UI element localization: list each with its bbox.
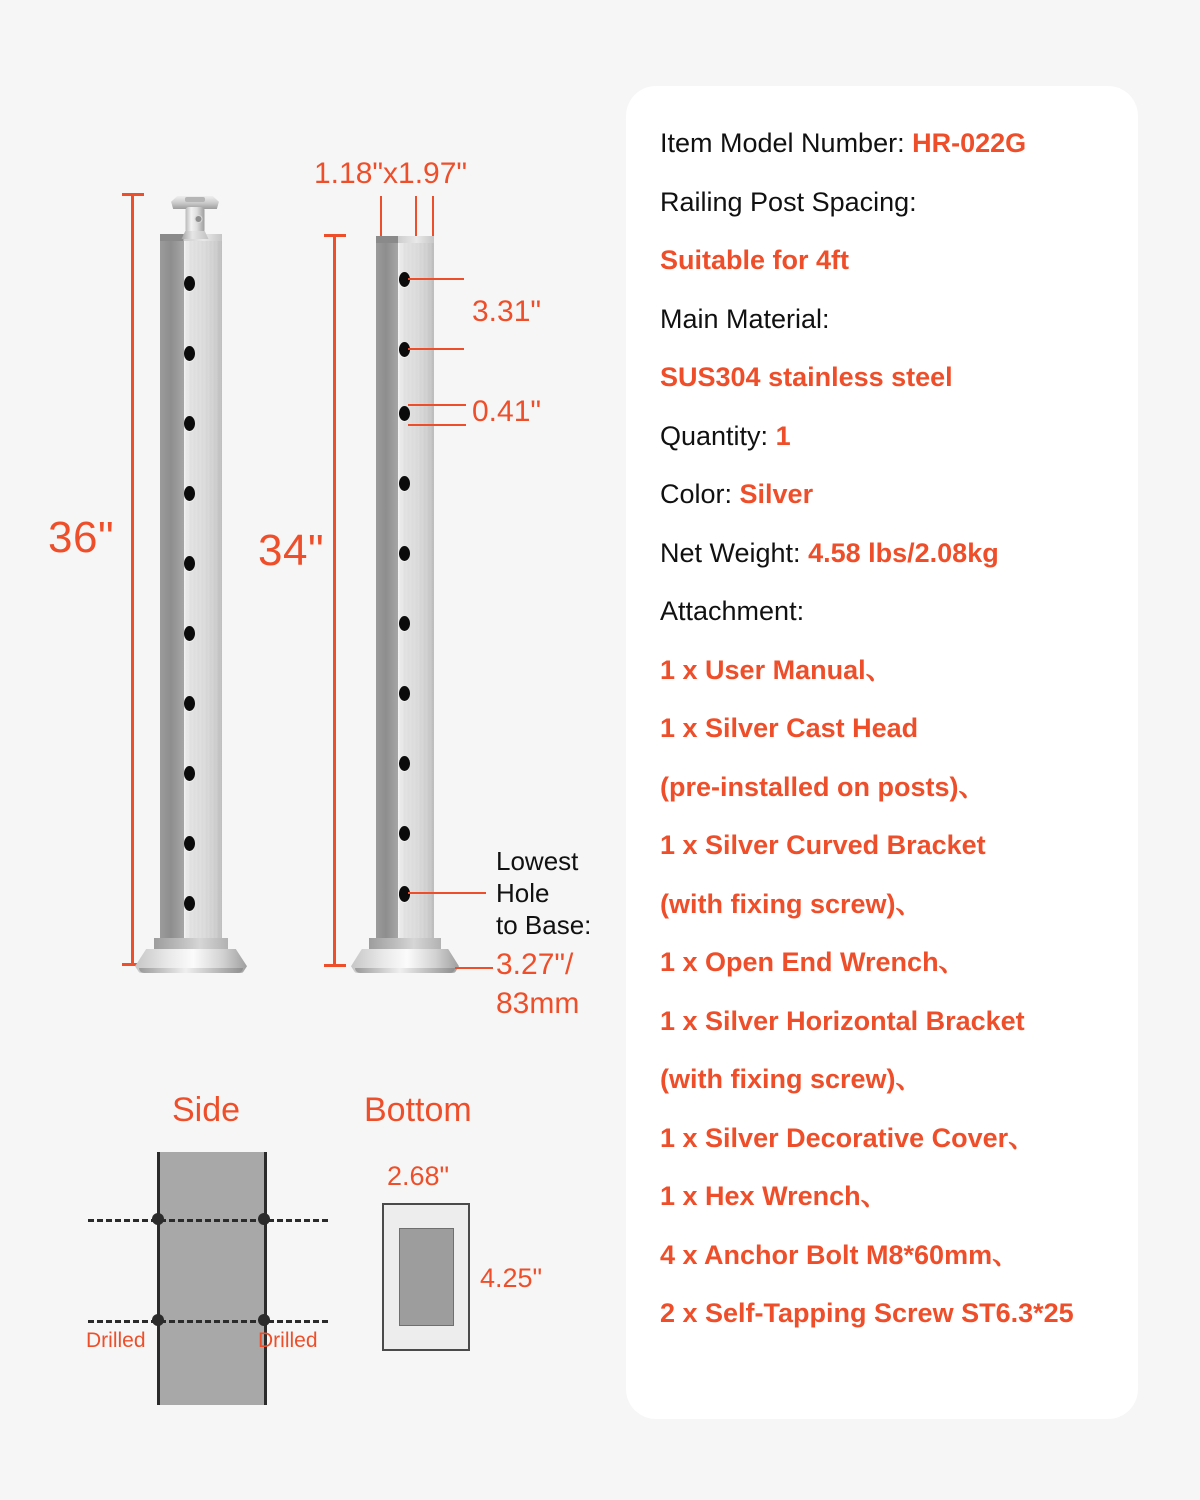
post-front-face — [184, 234, 222, 940]
post-hole — [399, 616, 410, 631]
post-hole — [184, 766, 195, 781]
spec-row — [660, 992, 1130, 1051]
spec-row-value: 1 x Hex Wrench、 — [660, 1181, 888, 1211]
spec-row-value: 1 x User Manual、 — [660, 654, 893, 685]
spec-row-value: HR-022G — [912, 128, 1027, 158]
spec-row — [660, 758, 1130, 817]
post-hole — [184, 836, 195, 851]
post-base-plate — [135, 938, 247, 973]
side-view-title: Side — [172, 1091, 241, 1129]
post-shaft — [160, 234, 222, 940]
side-view-body — [157, 1152, 267, 1405]
spec-row — [660, 407, 1130, 466]
spec-row-label: Quantity: — [660, 420, 776, 451]
post-left-face — [376, 236, 398, 940]
leader-hole-1 — [408, 278, 464, 280]
spec-row-label: Attachment: — [660, 596, 805, 626]
lowest-hole-note-line1: Lowest — [496, 846, 579, 876]
dim-34-bottom-tick — [324, 964, 346, 967]
spec-row — [660, 816, 1130, 875]
dim-3-31-label: 3.31" — [472, 295, 542, 328]
spec-row-value: 1 x Open End Wrench、 — [660, 947, 966, 977]
dim-cross-section-label: 1.18"x1.97" — [314, 157, 468, 190]
post-hole — [399, 686, 410, 701]
spec-row — [660, 173, 1130, 232]
spec-row-value: 1 x Silver Curved Bracket — [660, 830, 986, 860]
saddle-notch — [185, 197, 206, 202]
spec-row-label: Railing Post Spacing: — [660, 186, 917, 217]
post-hole — [184, 416, 195, 431]
spec-row-value: Suitable for 4ft — [660, 245, 850, 275]
specification-list — [660, 114, 1130, 1343]
spec-row-value: 4 x Anchor Bolt M8*60mm、 — [660, 1239, 1020, 1270]
spec-row-value: SUS304 stainless steel — [660, 362, 953, 392]
post-hole — [184, 556, 195, 571]
spec-row-value: 4.58 lbs/2.08kg — [808, 537, 999, 568]
spec-row-label: Item Model Number: — [660, 128, 913, 158]
post-hole — [184, 346, 195, 361]
post-base-plate — [351, 938, 459, 973]
post-hole — [184, 626, 195, 641]
spec-row — [660, 875, 1130, 934]
spec-row-value: (with fixing screw)、 — [660, 888, 923, 919]
leader-lowest-hole — [408, 892, 486, 894]
lowest-hole-value-line2: 83mm — [496, 987, 580, 1020]
spec-row-label: Main Material: — [660, 303, 830, 334]
post-hole — [399, 476, 410, 491]
dim-36-line — [131, 193, 134, 966]
spec-row — [660, 1284, 1130, 1343]
spec-row-label: Color: — [660, 479, 740, 509]
leader-base-plate — [455, 967, 493, 969]
spec-row-value: 2 x Self-Tapping Screw ST6.3*25 — [660, 1298, 1074, 1328]
dim-36-label: 36" — [48, 513, 115, 562]
bottom-view-width-label: 2.68" — [387, 1161, 450, 1191]
lowest-hole-note-line2: Hole — [496, 878, 550, 908]
lowest-hole-value-line1: 3.27"/ — [496, 948, 574, 981]
spec-row-value: 1 x Silver Cast Head — [660, 713, 919, 743]
spec-row — [660, 699, 1130, 758]
post-front-view — [160, 234, 222, 940]
spec-row — [660, 114, 1130, 173]
side-view-drilled-left: Drilled — [86, 1329, 146, 1352]
spec-row — [660, 641, 1130, 700]
spec-row-value: 1 x Silver Decorative Cover、 — [660, 1122, 1036, 1153]
spec-row-value: 1 — [775, 420, 791, 451]
bottom-view-inner-opening — [399, 1228, 454, 1326]
post-hole — [399, 546, 410, 561]
spec-row — [660, 582, 1130, 641]
post-hole — [184, 486, 195, 501]
side-view-dash-lower — [88, 1320, 328, 1323]
dim-34-label: 34" — [258, 526, 325, 575]
spec-row — [660, 1226, 1130, 1285]
leader-hole-dia-bottom — [408, 424, 466, 426]
post-hole-lowest — [399, 887, 410, 902]
spec-row — [660, 348, 1130, 407]
spec-row — [660, 465, 1130, 524]
leader-hole-dia-top — [408, 404, 466, 406]
side-view-dot-lower-right — [258, 1314, 270, 1326]
spec-row — [660, 290, 1130, 349]
spec-row-value: (pre-installed on posts)、 — [660, 771, 986, 802]
saddle-stem-foot — [182, 231, 209, 239]
lowest-hole-note-line3: to Base: — [496, 910, 592, 940]
side-view-dot-lower-left — [152, 1314, 164, 1326]
spec-row — [660, 1167, 1130, 1226]
cast-head-bracket — [169, 196, 221, 240]
dim-34-line — [333, 234, 336, 967]
base-plate-edge — [355, 968, 454, 973]
dim-0-41-label: 0.41" — [472, 395, 542, 428]
post-side-view — [376, 236, 434, 940]
spec-row — [660, 933, 1130, 992]
post-hole — [184, 276, 195, 291]
spec-row — [660, 524, 1130, 583]
saddle-stem — [186, 207, 205, 235]
spec-row-value: (with fixing screw)、 — [660, 1064, 923, 1094]
bottom-view-title: Bottom — [364, 1091, 472, 1129]
post-hole — [399, 826, 410, 841]
post-hole — [399, 406, 410, 421]
spec-row-value: Silver — [739, 479, 814, 509]
post-hole — [184, 696, 195, 711]
leader-hole-2 — [408, 348, 464, 350]
spec-row-value: 1 x Silver Horizontal Bracket — [660, 1005, 1025, 1036]
side-view-dot-upper-right — [258, 1213, 270, 1225]
side-view-dot-upper-left — [152, 1213, 164, 1225]
post-hole — [184, 896, 195, 911]
post-hole — [399, 756, 410, 771]
specification-card — [626, 86, 1138, 1419]
post-left-face — [160, 234, 184, 940]
bottom-view-height-label: 4.25" — [480, 1263, 543, 1293]
spec-row-label: Net Weight: — [660, 537, 809, 568]
side-view-drilled-right: Drilled — [258, 1329, 318, 1352]
post-top-cap — [376, 236, 434, 243]
base-plate-edge — [139, 968, 242, 973]
spec-row — [660, 1050, 1130, 1109]
side-view-dash-upper — [88, 1219, 328, 1222]
spec-row — [660, 1109, 1130, 1168]
spec-row — [660, 231, 1130, 290]
